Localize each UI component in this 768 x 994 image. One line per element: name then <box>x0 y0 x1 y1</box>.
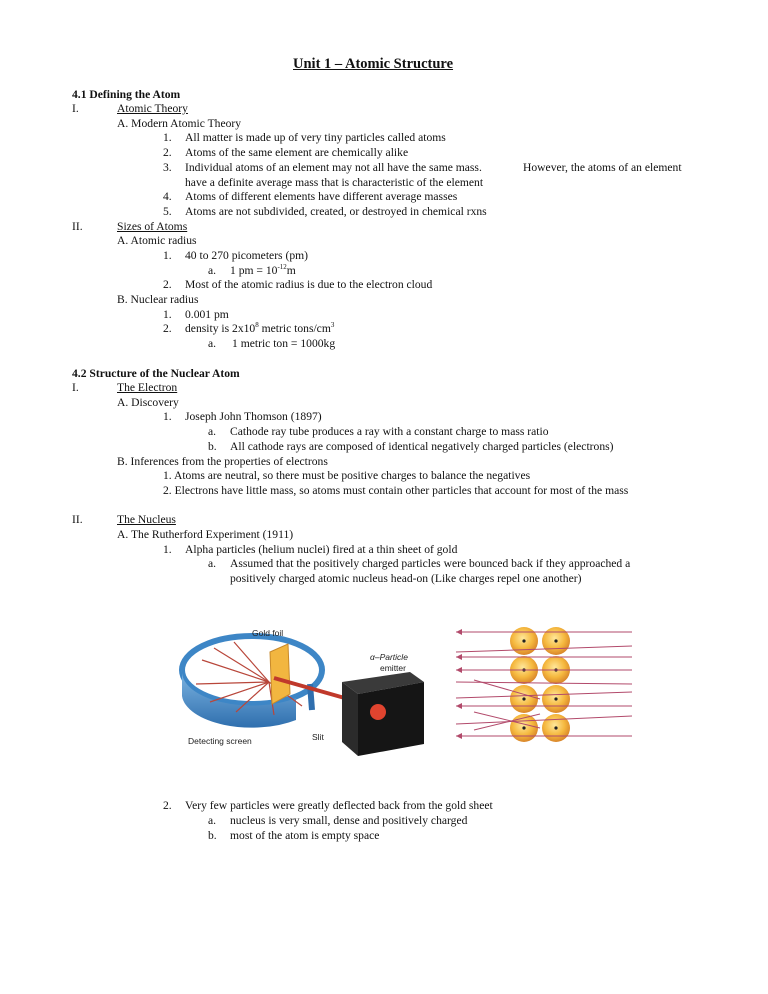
slit-label: Slit <box>312 732 324 742</box>
the-nucleus-heading: The Nucleus <box>117 513 176 526</box>
list-number: 2. <box>163 799 172 812</box>
list-item: Alpha particles (helium nuclei) fired at a thin sheet of gold <box>185 543 458 556</box>
inferences: B. Inferences from the properties of electrons <box>117 455 328 468</box>
section-4-1-heading: 4.1 Defining the Atom <box>72 88 181 101</box>
list-number: 1. <box>163 308 172 321</box>
list-item-continued: have a definite average mass that is characteristic of the element <box>185 176 484 189</box>
list-letter: a. <box>208 264 217 277</box>
list-number: 2. <box>163 278 172 291</box>
sizes-of-atoms-heading: Sizes of Atoms <box>117 220 188 233</box>
list-item: 1 metric ton = 1000kg <box>232 337 336 350</box>
list-number: 1. <box>163 131 172 144</box>
list-item: density is $2x10^8$ metric tons/$cm^3$ <box>185 321 335 335</box>
section-4-2-heading: 4.2 Structure of the Nuclear Atom <box>72 367 240 380</box>
emitter-label: emitter <box>380 663 406 673</box>
list-number: 1. <box>163 543 172 556</box>
arrowheads <box>456 629 462 739</box>
gold-foil-label: Gold foil <box>252 628 284 638</box>
roman-numeral: I. <box>72 102 79 115</box>
list-item-continued: However, the atoms of an element <box>523 161 682 174</box>
list-item: most of the atom is empty space <box>230 829 380 842</box>
list-item: Atoms of different elements have different average masses <box>185 190 458 203</box>
roman-numeral: II. <box>72 220 83 233</box>
list-item: Assumed that the positively charged particles were bounced back if they approached a <box>230 557 631 570</box>
rutherford-diagram <box>174 612 632 764</box>
list-item: 2. Electrons have little mass, so atoms must contain other particles that account for most of the mass <box>163 484 629 497</box>
list-item: Atoms of the same element are chemically alike <box>185 146 409 159</box>
list-item-continued: positively charged atomic nucleus head-on (Like charges repel one another) <box>230 572 582 585</box>
list-item: Very few particles were greatly deflected back from the gold sheet <box>185 799 493 812</box>
list-letter: b. <box>208 440 217 453</box>
list-item: 40 to 270 picometers (pm) <box>185 249 308 262</box>
atomic-radius: A. Atomic radius <box>117 234 197 247</box>
the-electron-heading: The Electron <box>117 381 178 394</box>
atomic-theory-heading: Atomic Theory <box>117 102 188 115</box>
rutherford-experiment: A. The Rutherford Experiment (1911) <box>117 528 294 541</box>
list-item: 1. Atoms are neutral, so there must be positive charges to balance the negatives <box>163 469 531 482</box>
list-item: 0.001 pm <box>185 308 229 321</box>
list-letter: b. <box>208 829 217 842</box>
list-letter: a. <box>208 337 217 350</box>
list-item: nucleus is very small, dense and positively charged <box>230 814 468 827</box>
nuclear-radius: B. Nuclear radius <box>117 293 199 306</box>
screen-label: Detecting screen <box>188 736 252 746</box>
list-item: Cathode ray tube produces a ray with a constant charge to mass ratio <box>230 425 549 438</box>
list-letter: a. <box>208 557 217 570</box>
list-number: 1. <box>163 410 172 423</box>
list-number: 2. <box>163 322 172 335</box>
page-title: Unit 1 – Atomic Structure <box>293 56 454 72</box>
list-number: 5. <box>163 205 172 218</box>
gold-foil <box>270 644 290 704</box>
emitter-label: α–Particle <box>370 652 408 662</box>
modern-atomic-theory: A. Modern Atomic Theory <box>117 117 242 130</box>
list-number: 2. <box>163 146 172 159</box>
list-item: All cathode rays are composed of identical negatively charged particles (electrons) <box>230 440 614 453</box>
list-number: 3. <box>163 161 172 174</box>
list-item: Atoms are not subdivided, created, or destroyed in chemical rxns <box>185 205 487 218</box>
list-item: Most of the atomic radius is due to the electron cloud <box>185 278 433 291</box>
list-number: 4. <box>163 190 172 203</box>
roman-numeral: I. <box>72 381 79 394</box>
detecting-screen-ring <box>182 636 322 728</box>
list-item: Joseph John Thomson (1897) <box>185 410 322 423</box>
list-item: 1 pm = $10^{-12}m$ <box>230 263 296 277</box>
list-item: Individual atoms of an element may not all have the same mass. <box>185 161 482 174</box>
gold-atom-lattice <box>510 627 570 742</box>
particle-emitter <box>342 672 424 756</box>
list-letter: a. <box>208 814 217 827</box>
list-number: 1. <box>163 249 172 262</box>
list-letter: a. <box>208 425 217 438</box>
list-item: All matter is made up of very tiny particles called atoms <box>185 131 446 144</box>
discovery: A. Discovery <box>117 396 179 409</box>
roman-numeral: II. <box>72 513 83 526</box>
